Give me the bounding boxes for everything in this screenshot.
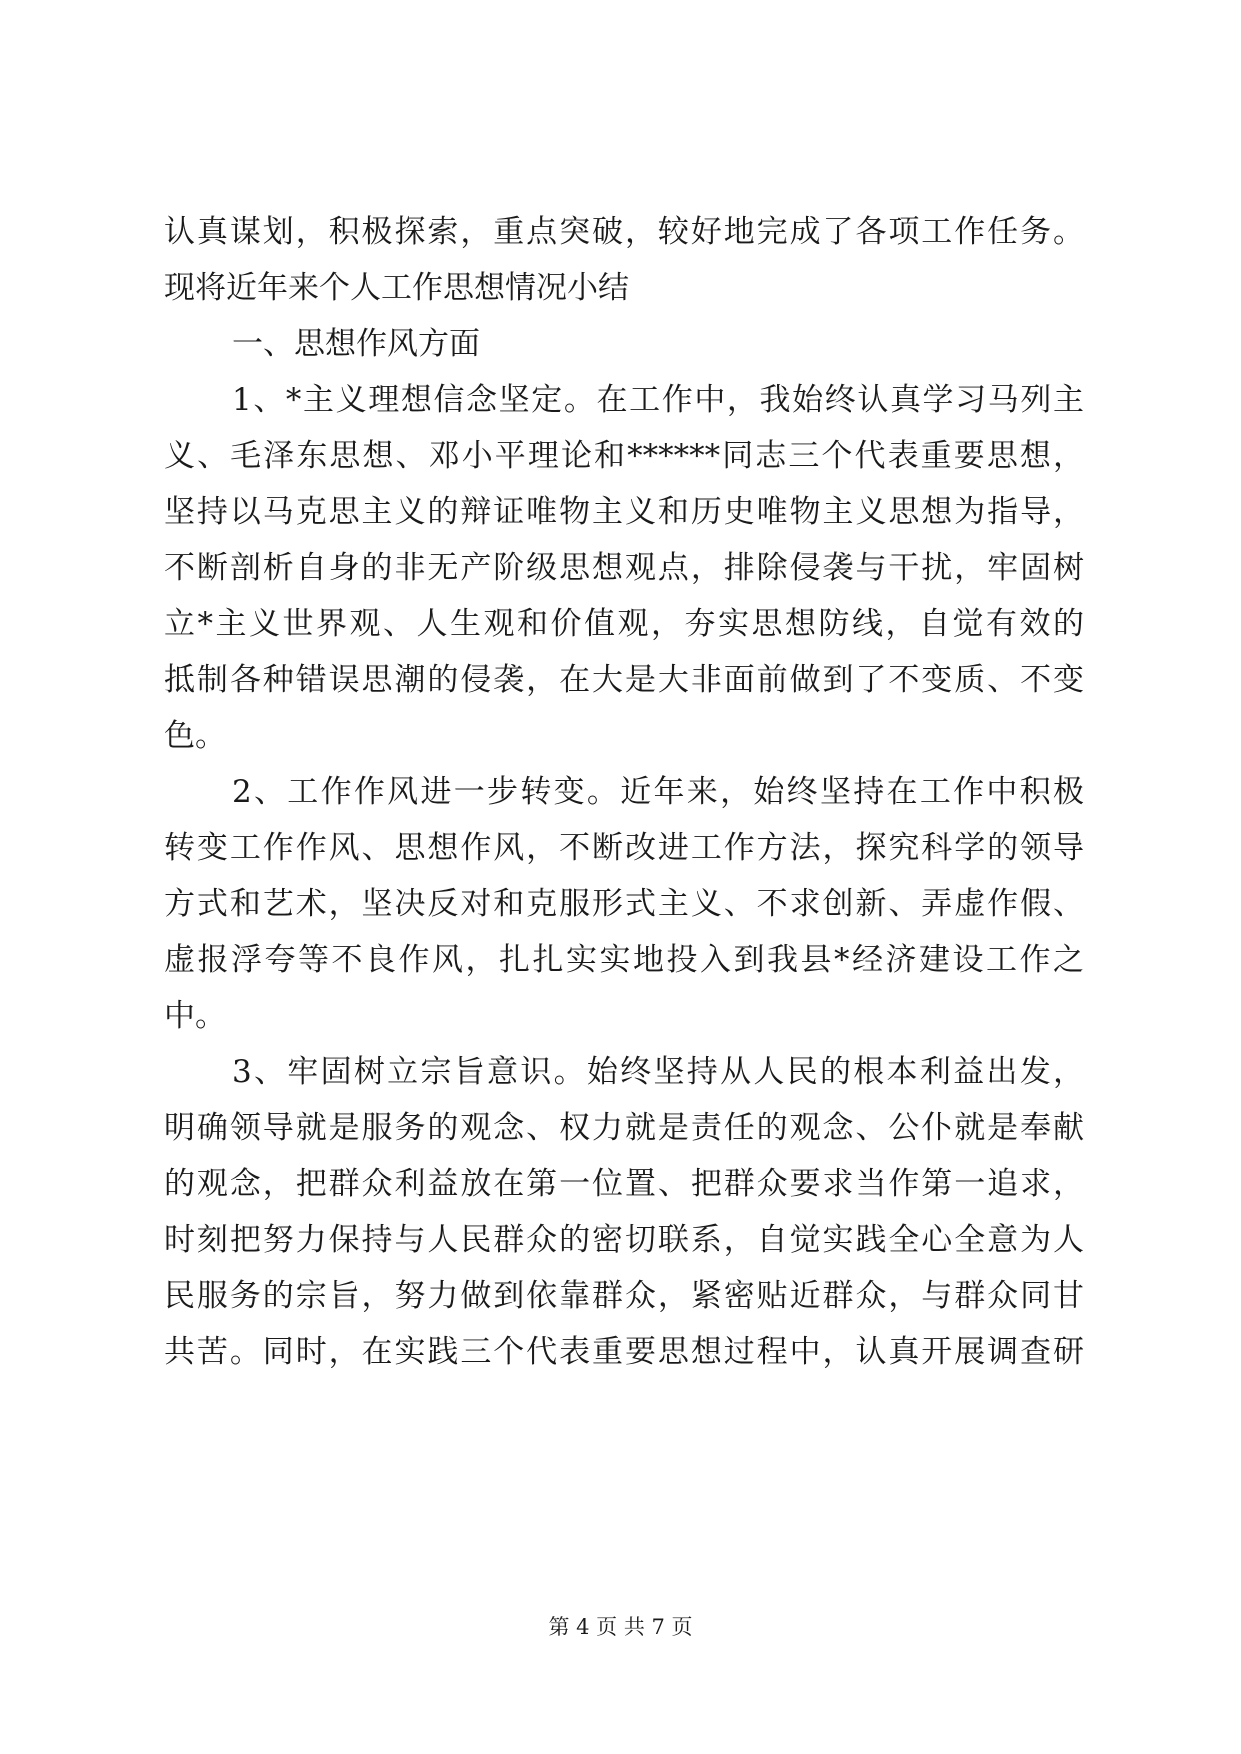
section-heading: 一、思想作风方面 — [232, 326, 480, 362]
text-line: 虚报浮夸等不良作风，扎扎实实地投入到我县*经济建设工作之 — [164, 942, 1084, 978]
page-footer: 第 4 页 共 7 页 — [548, 1615, 693, 1639]
text-line: 的观念，把群众利益放在第一位置、把群众要求当作第一追求， — [164, 1166, 1084, 1202]
text-line: 明确领导就是服务的观念、权力就是责任的观念、公仆就是奉献 — [164, 1110, 1084, 1146]
text-line: 坚持以马克思主义的辩证唯物主义和历史唯物主义思想为指导， — [164, 494, 1084, 530]
text-line: 3、牢固树立宗旨意识。始终坚持从人民的根本利益出发， — [232, 1054, 1084, 1090]
text-line: 不断剖析自身的非无产阶级思想观点，排除侵袭与干扰，牢固树 — [164, 550, 1084, 586]
text-line: 义、毛泽东思想、邓小平理论和******同志三个代表重要思想， — [164, 438, 1084, 474]
text-line: 1、*主义理想信念坚定。在工作中，我始终认真学习马列主 — [232, 382, 1084, 418]
text-line: 共苦。同时，在实践三个代表重要思想过程中，认真开展调查研 — [164, 1334, 1084, 1370]
text-line: 现将近年来个人工作思想情况小结 — [164, 270, 629, 306]
text-line: 2、工作作风进一步转变。近年来，始终坚持在工作中积极 — [232, 774, 1084, 810]
text-line: 立*主义世界观、人生观和价值观，夯实思想防线，自觉有效的 — [164, 606, 1084, 642]
text-line: 方式和艺术，坚决反对和克服形式主义、不求创新、弄虚作假、 — [164, 886, 1084, 922]
text-line: 抵制各种错误思潮的侵袭，在大是大非面前做到了不变质、不变 — [164, 662, 1084, 698]
text-line: 色。 — [164, 718, 226, 754]
text-line: 时刻把努力保持与人民群众的密切联系，自觉实践全心全意为人 — [164, 1222, 1084, 1258]
text-line: 民服务的宗旨，努力做到依靠群众，紧密贴近群众，与群众同甘 — [164, 1278, 1084, 1314]
text-line: 认真谋划，积极探索，重点突破，较好地完成了各项工作任务。 — [164, 214, 1084, 250]
text-line: 转变工作作风、思想作风，不断改进工作方法，探究科学的领导 — [164, 830, 1084, 866]
text-line: 中。 — [164, 998, 226, 1034]
